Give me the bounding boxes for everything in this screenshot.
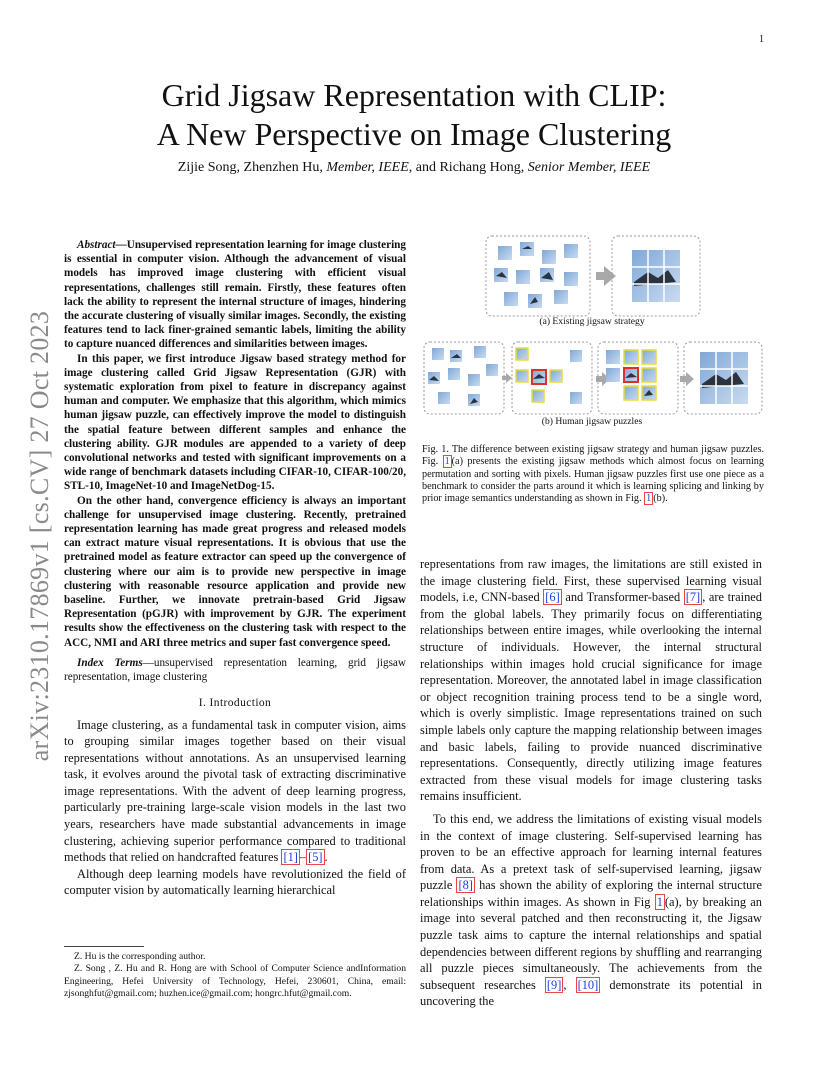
figure-link[interactable]: 1 — [444, 456, 450, 468]
page-number: 1 — [759, 34, 764, 45]
caption-text: (b). — [653, 493, 668, 505]
human-stage-1-pieces — [428, 346, 498, 406]
right-p2-text: , — [563, 977, 576, 992]
arrow-icon — [680, 372, 694, 386]
arxiv-stamp — [20, 286, 60, 786]
right-p1-text: and Transformer-based — [561, 590, 684, 605]
footnote-rule — [64, 946, 144, 947]
figure-link[interactable]: 1 — [646, 493, 652, 505]
right-p2 — [420, 811, 762, 1010]
citation-link[interactable]: [8] — [458, 878, 473, 893]
citation-dash: – — [299, 850, 307, 865]
arrow-icon — [502, 373, 512, 383]
right-p2-text: (a), by breaking an image into several patched and then reconstructing it, the Jigsaw puzzle task aims to capture the internal relationships and spatial dependencies between different regions by shuffling and rearranging all puzzle pieces simultaneously. The achievements from the subsequent researches — [420, 894, 762, 992]
citation-link[interactable]: [1] — [283, 850, 298, 865]
right-p2-text: To this end, we address the limitations of existing visual models in the context of image clustering. Self-supervised learning has proven to be an effective approach for learning internal features from data. As a pretext task of self-supervised learning, jigsaw puzzle — [420, 811, 762, 893]
citation-link[interactable]: [7] — [685, 590, 701, 605]
right-column — [420, 556, 762, 1010]
right-p1-text: representations from raw images, the limitations are still existed in the image clustering field. First, these supervised learning visual models, i.e, CNN-based — [420, 557, 762, 605]
left-column — [64, 238, 406, 899]
section-heading-introduction: I. Introduction — [198, 697, 272, 710]
human-stage-4-grid — [700, 352, 748, 404]
intro-p1 — [64, 717, 406, 866]
title-line-1: Grid Jigsaw Representation with CLIP: — [161, 77, 667, 113]
figure-1 — [420, 232, 764, 552]
assembled-grid — [632, 250, 680, 302]
abstract-lead: Abstract — [77, 239, 116, 251]
footnotes — [64, 946, 406, 1001]
index-terms — [64, 656, 406, 684]
caption-text: Fig. 1. The difference between existing jigsaw strategy and human jigsaw puzzles. Fig. — [422, 444, 764, 468]
intro-p2: Although deep learning models have revolutionized the field of computer vision by automatically learning hierarchical — [64, 866, 406, 898]
footnote-1: Z. Hu is the corresponding author. — [74, 951, 206, 962]
index-terms-lead: Index Terms — [77, 656, 143, 669]
citation-link[interactable]: [5] — [308, 850, 323, 865]
caption-text: (a) presents the existing jigsaw methods which almost focus on learning permutation and sorting with pixels. Human jigsaw puzzles first use one piece as a benchmark to consider the parts around it which is learning splicing and linking by prior image semantics understanding as shown in Fig. — [422, 456, 764, 505]
author-membership-2: Senior Member, IEEE — [527, 160, 651, 175]
authors-part-1: Zijie Song, Zhenzhen Hu, — [177, 160, 327, 175]
arxiv-stamp-text: arXiv:2310.17869v1 [cs.CV] 27 Oct 2023 — [25, 310, 54, 762]
intro-p1-end: . — [324, 850, 328, 865]
arrow-icon — [596, 266, 616, 286]
abstract-p3: On the other hand, convergence efficiency is always an important challenge for unsupervised image clustering. Recently, pretrained representation learning has made great progress and released models can extract mature visual representations. It is obvious that use the pretrained model as feature extractor can speed up the convergence of clustering where our aim is to provide new perspective in image clustering with reasonable resource application and provide new baseline. Further, we innovate pretrain-based Grid Jigsaw Representation (pGJR) with improvement by GJR. The experiment results show the effectiveness on the clustering task with respect to the ACC, NMI and ARI three metrics and super fast convergence speed. — [64, 494, 406, 649]
figure-link[interactable]: 1 — [656, 894, 663, 909]
subcaption-b: (b) Human jigsaw puzzles — [541, 416, 643, 427]
abstract-p2: In this paper, we first introduce Jigsaw based strategy method for image clustering called Grid Jigsaw Representation (GJR) with systematic exploration from pixel to feature in discrepancy against human and computer. We emphasize that this algorithm, which mimics human jigsaw puzzle, can effectively improve the model to distinguish the spatial feature between different samples and enhance the clustering ability. GJR modules are appended to a variety of deep convolutional networks and tested with significant improvements on a wide range of benchmark datasets including CIFAR-10, CIFAR-100/20, STL-10, ImageNet-10 and ImageNetDog-15. — [64, 352, 406, 493]
abstract-p1-text: —Unsupervised representation learning for image clustering is essential in computer vision. Although the advancement of visual models has improved image clustering with efficient visual representations, challenges still remain. Firstly, these features often lack the ability to represent the internal structure of images, hindering the accurate clustering of visually similar images. Secondly, the existing features tend to lack finer-grained semantic labels, limiting the ability to capture nuanced differences and similarities between images. — [64, 239, 406, 351]
author-membership-1: Member, IEEE — [326, 160, 409, 175]
paper-title — [0, 76, 828, 154]
human-stage-2-pieces — [516, 348, 582, 404]
scattered-pieces — [494, 242, 578, 308]
figure-caption — [422, 444, 764, 505]
title-line-2: A New Perspective on Image Clustering — [156, 116, 672, 152]
right-p2-text: demonstrate its potential in uncovering the — [420, 977, 762, 1009]
abstract-p1 — [64, 238, 406, 352]
human-stage-3-pieces — [606, 350, 656, 400]
figure-1-illustration — [420, 232, 764, 432]
subcaption-a: (a) Existing jigsaw strategy — [539, 316, 645, 327]
intro-p1-text: Image clustering, as a fundamental task in computer vision, aims to grouping similar images together based on their visual representations without annotations. As an unsupervised learning task, it evolves around the pivotal task of extracting discriminative image representations. With the advent of deep learning progress, particularly pre-training large-scale vision models in the last two years, researchers have made substantial advancements in image clustering, achieving superior performance compared to traditional methods that relied on handcrafted features — [64, 717, 406, 865]
citation-link[interactable]: [10] — [577, 977, 599, 992]
right-p2-text: has shown the ability of exploring the internal structure relationships within images. As shown in Fig — [420, 878, 762, 909]
abstract — [64, 238, 406, 650]
citation-link[interactable]: [9] — [546, 977, 562, 992]
author-line — [0, 160, 828, 176]
index-terms-text: —unsupervised representation learning, grid jigsaw representation, image clustering — [64, 656, 406, 684]
right-p1-text: , are trained from the global labels. They primarily focus on differentiating relationships between entire images, while overlooking the internal structure of individuals. However, the internal structural relationships within images hold crucial significance for image representation. Moreover, the annotated label in image classification or object recognition training process tend to be a single word, which is overly simplistic. Image representations trained on such simple labels only capture the mapping relationship between images and basic labels, failing to provide nuanced discriminative representations. Consequently, directly utilizing image features extracted from these visual models for image clustering tasks remains insufficient. — [420, 590, 762, 804]
footnote-2: Z. Song , Z. Hu and R. Hong are with School of Computer Science andInformation Engineering, Hefei University of Technology, Hefei, 230601, China, email: zjsonghfut@gmail.com; huzhen.ice@gmail.com; hongrc.hfut@gmail.com. — [64, 963, 406, 1000]
citation-link[interactable]: [6] — [545, 590, 560, 605]
authors-part-2: , and Richang Hong, — [408, 160, 528, 175]
introduction-body — [64, 717, 406, 900]
right-p1 — [420, 556, 762, 805]
